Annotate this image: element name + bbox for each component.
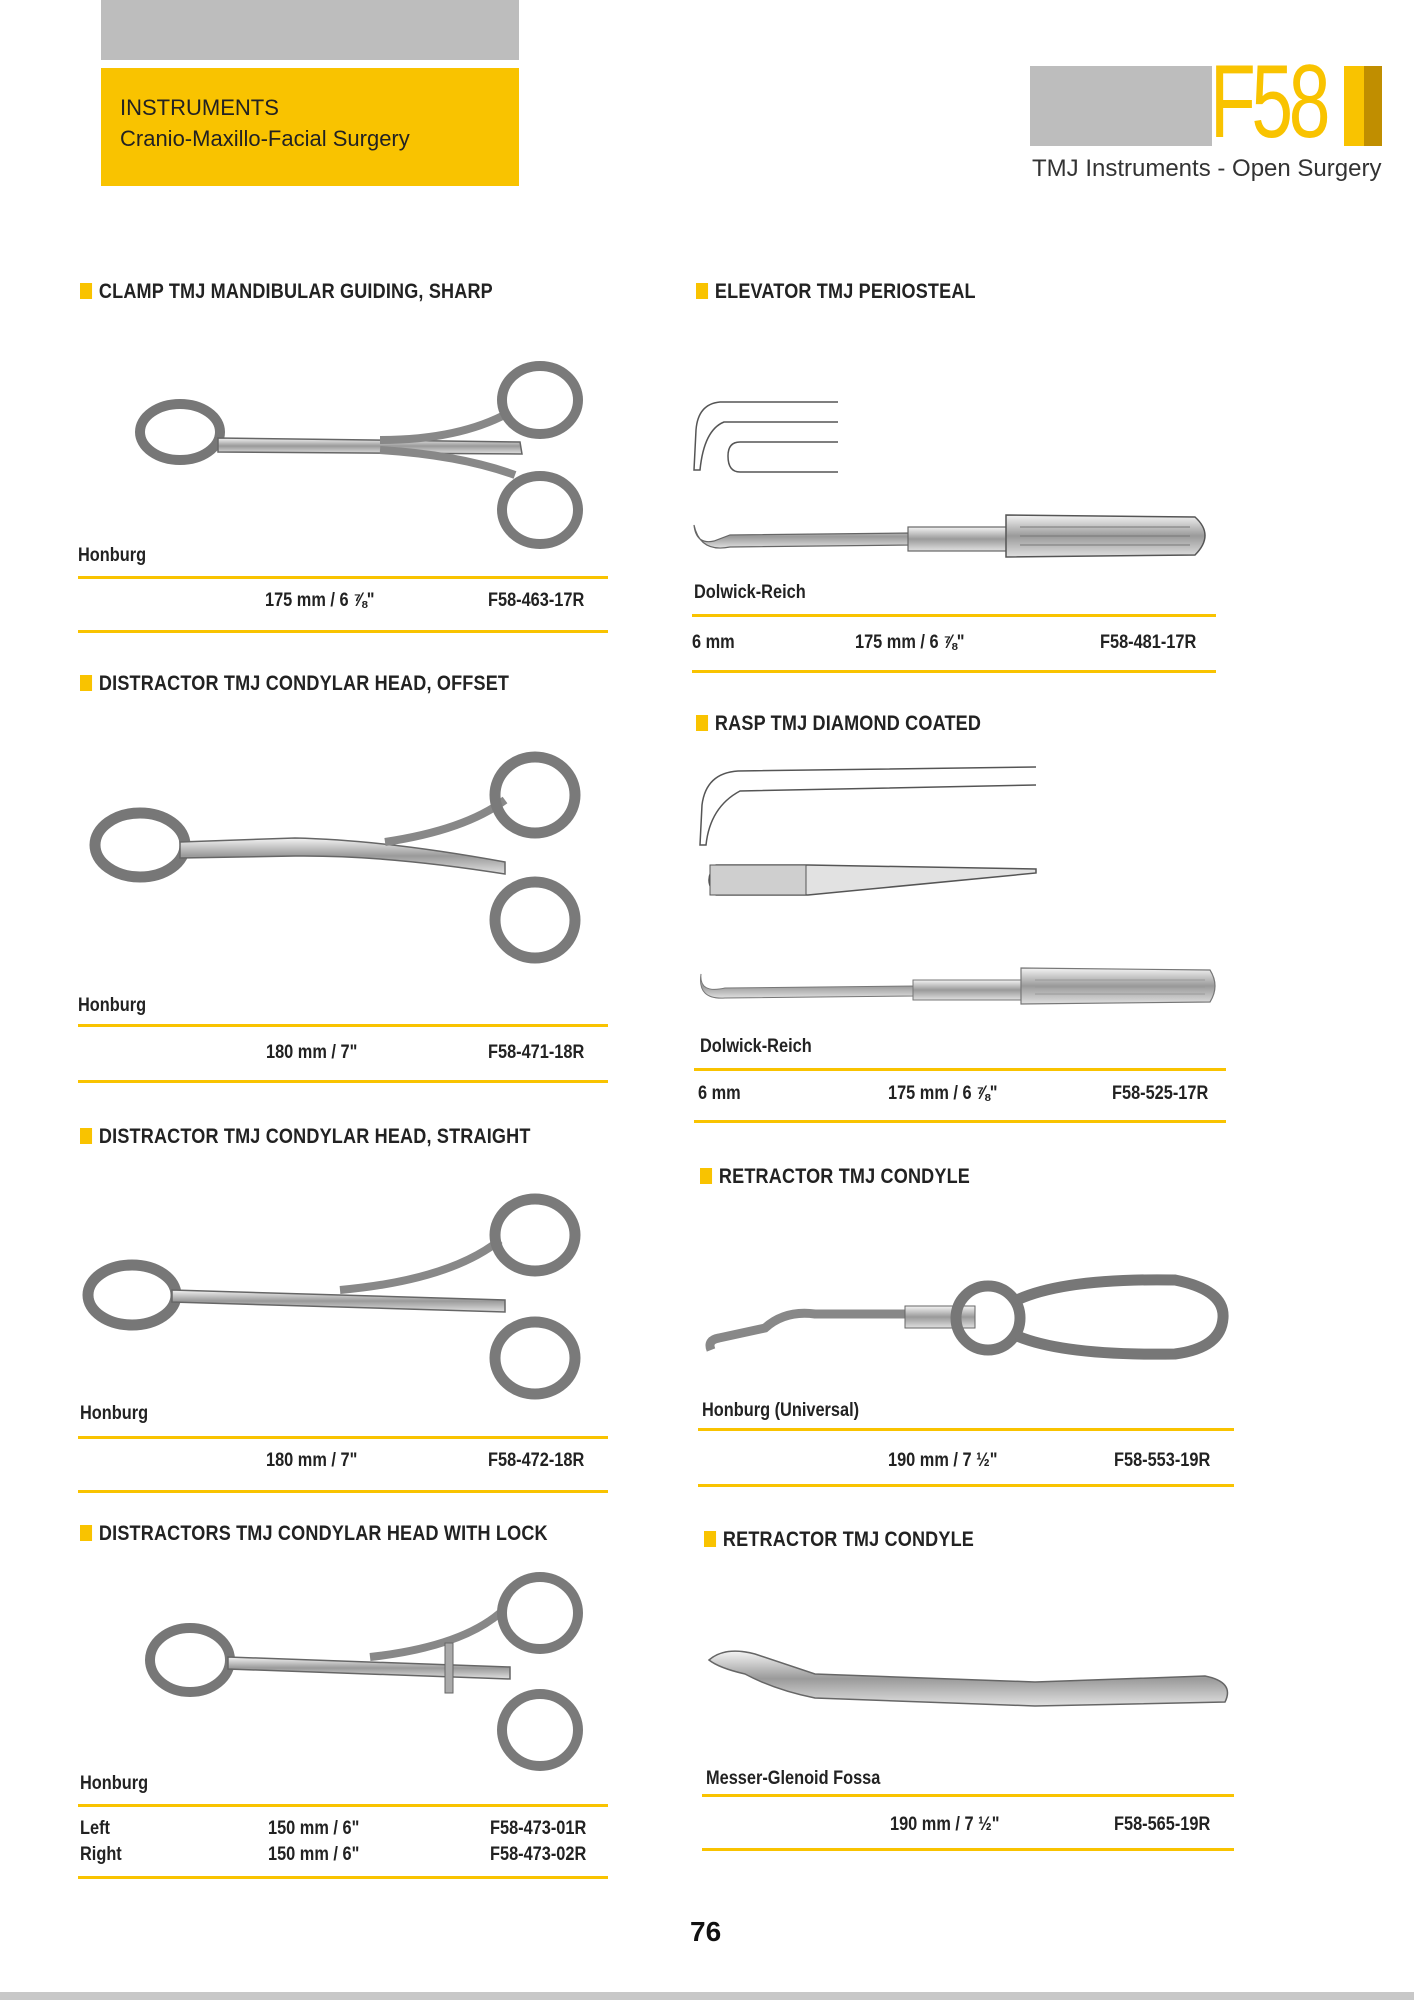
code-gray-block: [1030, 66, 1212, 146]
brand-label: Honburg: [80, 1773, 149, 1794]
retractor-image: [705, 1640, 1235, 1710]
section-title: RASP TMJ DIAMOND COATED: [696, 712, 981, 736]
distractor-lock-image: [140, 1565, 610, 1780]
bottom-border: [0, 1992, 1414, 2000]
article-code: F58-481-17R: [1100, 632, 1197, 653]
bullet-square: [696, 283, 708, 299]
elevator-image: [690, 505, 1220, 565]
side-label: Left: [80, 1818, 110, 1839]
divider: [702, 1794, 1234, 1797]
rasp-detail-image: [698, 765, 1038, 905]
section-title: ELEVATOR TMJ PERIOSTEAL: [696, 280, 976, 304]
article-code: F58-473-02R: [490, 1844, 587, 1865]
brand-label: Honburg: [80, 1403, 149, 1424]
bullet-square: [700, 1168, 712, 1184]
bullet-square: [80, 1128, 92, 1144]
size-value: 180 mm / 7": [266, 1042, 358, 1063]
article-code: F58-553-19R: [1114, 1450, 1211, 1471]
divider: [78, 1080, 608, 1083]
distractor-image: [85, 750, 605, 980]
divider: [78, 1490, 608, 1493]
divider: [692, 614, 1216, 617]
section-title: CLAMP TMJ MANDIBULAR GUIDING, SHARP: [80, 280, 493, 304]
brand-label: Honburg: [78, 545, 147, 566]
size-value: 190 mm / 7 ½": [890, 1814, 1000, 1835]
size-value: 180 mm / 7": [266, 1450, 358, 1471]
category-label: INSTRUMENTS: [120, 95, 279, 120]
side-label: Right: [80, 1844, 122, 1865]
distractor-image: [80, 1190, 610, 1410]
size-value: 175 mm / 6 ⅞": [888, 1083, 998, 1104]
code-accent-bar-dark: [1364, 66, 1382, 146]
brand-label: Honburg (Universal): [702, 1400, 860, 1421]
size-value: 150 mm / 6": [268, 1818, 360, 1839]
size-value: 175 mm / 6 ⅞": [855, 632, 965, 653]
divider: [78, 630, 608, 633]
divider: [78, 1876, 608, 1879]
header-category-box: [101, 68, 519, 186]
article-code: F58-463-17R: [488, 590, 585, 611]
divider: [694, 1120, 1226, 1123]
article-code: F58-525-17R: [1112, 1083, 1209, 1104]
subcategory-label: Cranio-Maxillo-Facial Surgery: [120, 126, 410, 151]
section-title: RETRACTOR TMJ CONDYLE: [704, 1528, 974, 1552]
section-code: F58: [1210, 44, 1327, 160]
section-title: DISTRACTOR TMJ CONDYLAR HEAD, STRAIGHT: [80, 1125, 531, 1149]
divider: [698, 1484, 1234, 1487]
divider: [78, 1804, 608, 1807]
divider: [702, 1848, 1234, 1851]
article-code: F58-472-18R: [488, 1450, 585, 1471]
section-title: DISTRACTOR TMJ CONDYLAR HEAD, OFFSET: [80, 672, 509, 696]
brand-label: Dolwick-Reich: [694, 582, 806, 603]
bullet-square: [80, 1525, 92, 1541]
size-value: 190 mm / 7 ½": [888, 1450, 998, 1471]
size-value: 175 mm / 6 ⅞": [265, 590, 375, 611]
page-number: 76: [690, 1916, 722, 1947]
section-title: RETRACTOR TMJ CONDYLE: [700, 1165, 970, 1189]
divider: [698, 1428, 1234, 1431]
article-code: F58-473-01R: [490, 1818, 587, 1839]
size-value: 150 mm / 6": [268, 1844, 360, 1865]
brand-label: Honburg: [78, 995, 147, 1016]
divider: [78, 1436, 608, 1439]
header-gray-band: [101, 0, 519, 60]
divider: [694, 1068, 1226, 1071]
page-subtitle: TMJ Instruments - Open Surgery: [1032, 155, 1382, 182]
bullet-square: [704, 1531, 716, 1547]
elevator-detail-image: [690, 400, 840, 490]
bullet-square: [80, 675, 92, 691]
brand-label: Dolwick-Reich: [700, 1036, 812, 1057]
code-accent-bar-light: [1344, 66, 1364, 146]
section-title: DISTRACTORS TMJ CONDYLAR HEAD WITH LOCK: [80, 1522, 548, 1546]
rasp-image: [695, 960, 1220, 1010]
bullet-square: [696, 715, 708, 731]
clamp-forceps-image: [130, 360, 610, 560]
article-code: F58-565-19R: [1114, 1814, 1211, 1835]
retractor-image: [705, 1270, 1235, 1370]
width-label: 6 mm: [698, 1083, 741, 1104]
divider: [692, 670, 1216, 673]
divider: [78, 576, 608, 579]
width-label: 6 mm: [692, 632, 735, 653]
article-code: F58-471-18R: [488, 1042, 585, 1063]
bullet-square: [80, 283, 92, 299]
brand-label: Messer-Glenoid Fossa: [706, 1768, 881, 1789]
divider: [78, 1024, 608, 1027]
